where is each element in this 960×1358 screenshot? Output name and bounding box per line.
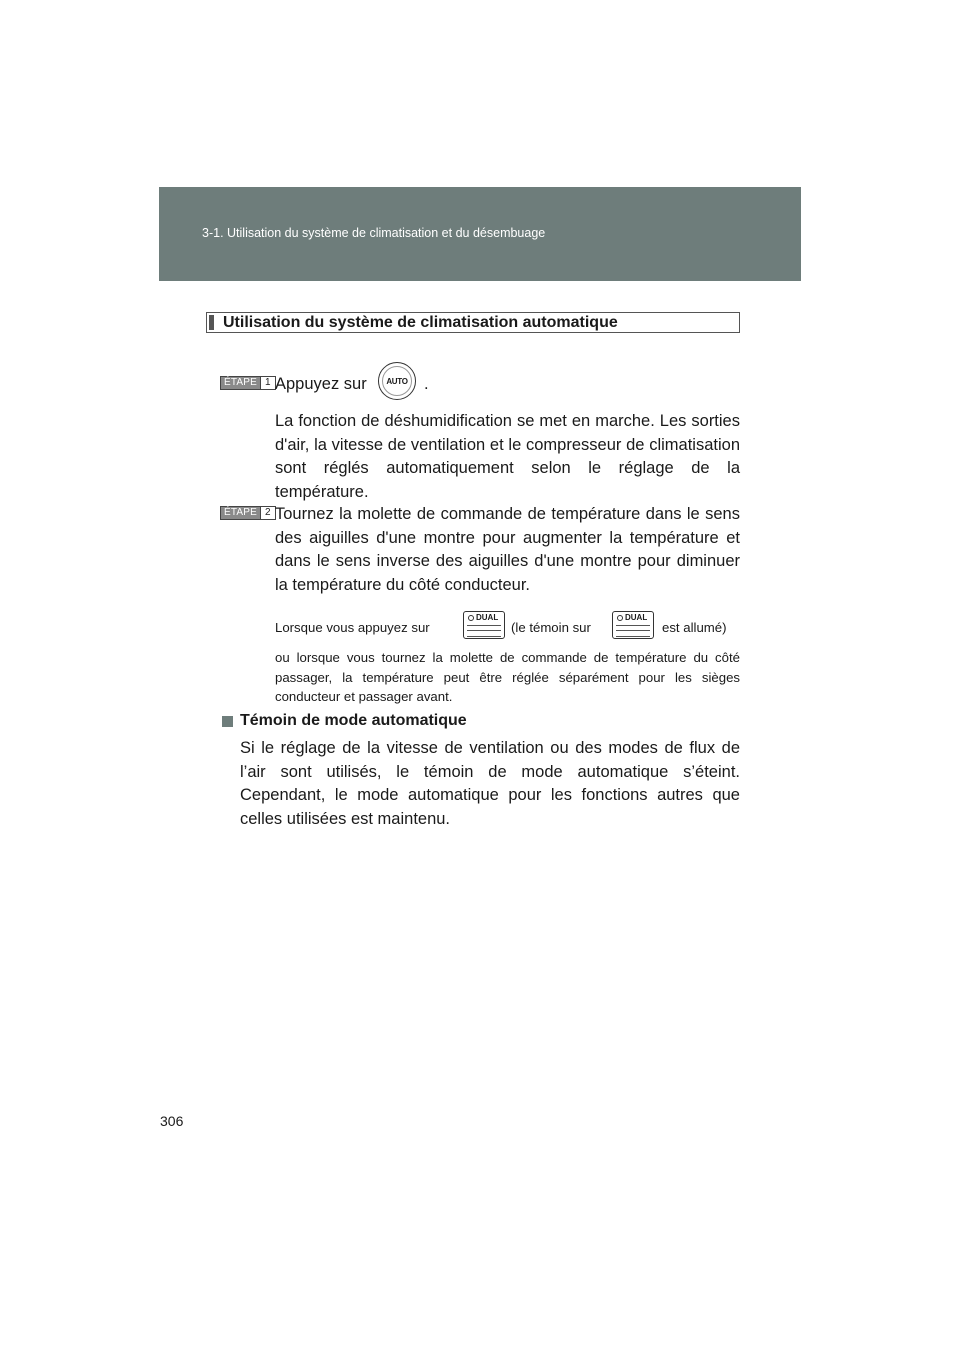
section-title-box — [206, 312, 740, 333]
step-1-badge — [220, 376, 276, 390]
note-part-3: est allumé) — [662, 620, 727, 635]
subsection-text: Si le réglage de la vitesse de ventilation ou des modes de flux de l’air sont utilisés, le témoin de mode automatique s’éteint. Cependant, le mode automatique pour les fonctions autres que celles utilisées est maintenu. — [240, 739, 740, 828]
step-2-text: Tournez la molette de commande de température dans le sens des aiguilles d'une montre pour augmenter la température et dans le sens inverse des aiguilles d'une montre pour diminuer la température du côté conducteur. — [275, 505, 740, 594]
chapter-header — [159, 187, 801, 281]
subsection-bullet — [222, 716, 233, 727]
note-text: ou lorsque vous tournez la molette de commande de température du côté passager, la température peut être réglée séparément pour les sièges conducteur et passager avant. — [275, 650, 740, 704]
step-2-badge — [220, 506, 276, 520]
dual-button-label: DUAL — [625, 613, 648, 622]
dual-indicator-light — [617, 615, 623, 621]
step-1-word: ÉTAPE — [221, 377, 260, 389]
note-part-2: (le témoin sur — [511, 620, 591, 635]
step-1-period: . — [424, 375, 429, 393]
dual-button-icon-lit — [612, 611, 654, 639]
dual-indicator-light — [468, 615, 474, 621]
step-2-number: 2 — [260, 507, 275, 519]
subsection-title: Témoin de mode automatique — [240, 712, 467, 729]
step-2-word: ÉTAPE — [221, 507, 260, 519]
step-1-number: 1 — [260, 377, 275, 389]
note-part-1: Lorsque vous appuyez sur — [275, 620, 430, 635]
dual-button-label: DUAL — [476, 613, 499, 622]
page-number: 306 — [160, 1113, 184, 1129]
auto-button-label: AUTO — [386, 376, 408, 386]
breadcrumb: 3-1. Utilisation du système de climatisation et du désembuage — [202, 226, 546, 240]
step-1-text: Appuyez sur — [275, 375, 367, 393]
dual-button-icon — [463, 611, 505, 639]
step-1-detail: La fonction de déshumidification se met en marche. Les sorties d'air, la vitesse de ventilation et le compresseur de climatisation sont réglés automatiquement selon le réglage de la température. — [275, 412, 740, 501]
auto-button-icon — [378, 362, 416, 400]
section-title: Utilisation du système de climatisation automatique — [223, 314, 618, 331]
section-marker — [209, 315, 214, 330]
